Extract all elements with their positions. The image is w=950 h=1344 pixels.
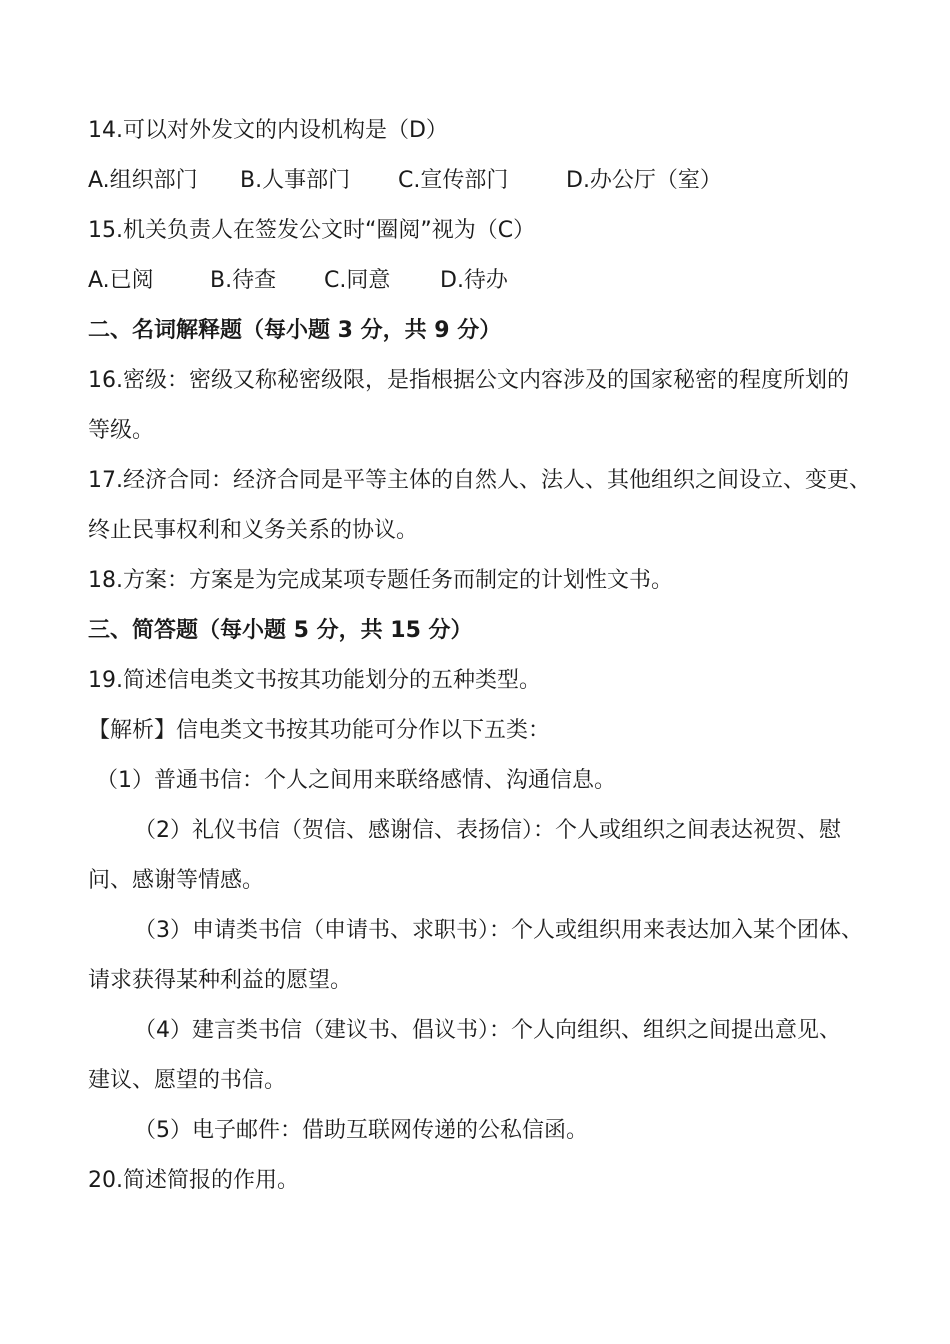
q14-options — [88, 166, 870, 196]
q15-option-d: D.待办 — [440, 268, 508, 293]
analysis-label: 【解析】信电类文书按其功能可分作以下五类： — [88, 718, 551, 743]
q19-stem: 19.简述信电类文书按其功能划分的五种类型。 — [88, 668, 541, 693]
item4-line1: （4）建言类书信（建议书、倡议书）：个人向组织、组织之间提出意见、 — [134, 1018, 841, 1043]
q20-stem: 20.简述简报的作用。 — [88, 1168, 299, 1193]
item3-line1: （3）申请类书信（申请书、求职书）：个人或组织用来表达加入某个团体、 — [134, 918, 863, 943]
item2-line1: （2）礼仪书信（贺信、感谢信、表扬信）：个人或组织之间表达祝贺、慰 — [134, 818, 841, 843]
q17-line1: 17.经济合同：经济合同是平等主体的自然人、法人、其他组织之间设立、变更、 — [88, 468, 871, 493]
q16-line2: 等级。 — [88, 418, 155, 443]
q16-line1: 16.密级：密级又称秘密级限，是指根据公文内容涉及的国家秘密的程度所划的 — [88, 368, 849, 393]
q15-option-b: B.待查 — [210, 268, 277, 293]
item4-line2: 建议、愿望的书信。 — [88, 1068, 287, 1093]
q14-option-d: D.办公厅（室） — [566, 168, 722, 193]
q14-option-a: A.组织部门 — [88, 168, 198, 193]
section3-heading: 三、简答题（每小题 5 分，共 15 分） — [88, 618, 473, 643]
q14-option-b: B.人事部门 — [240, 168, 351, 193]
item1-text: （1）普通书信：个人之间用来联络感情、沟通信息。 — [96, 768, 616, 793]
q15-stem: 15.机关负责人在签发公文时“圈阅”视为（C） — [88, 218, 536, 243]
item2-line2: 问、感谢等情感。 — [88, 868, 265, 893]
q15-option-c: C.同意 — [324, 268, 391, 293]
q15-options — [88, 266, 870, 296]
section2-heading: 二、名词解释题（每小题 3 分，共 9 分） — [88, 318, 502, 343]
q18-text: 18.方案：方案是为完成某项专题任务而制定的计划性文书。 — [88, 568, 673, 593]
q17-line2: 终止民事权利和义务关系的协议。 — [88, 518, 419, 543]
q14-option-c: C.宣传部门 — [398, 168, 509, 193]
item3-line2: 请求获得某种利益的愿望。 — [88, 968, 353, 993]
item5-text: （5）电子邮件：借助互联网传递的公私信函。 — [134, 1118, 588, 1143]
q15-option-a: A.已阅 — [88, 268, 154, 293]
q14-stem: 14.可以对外发文的内设机构是（D） — [88, 118, 448, 143]
